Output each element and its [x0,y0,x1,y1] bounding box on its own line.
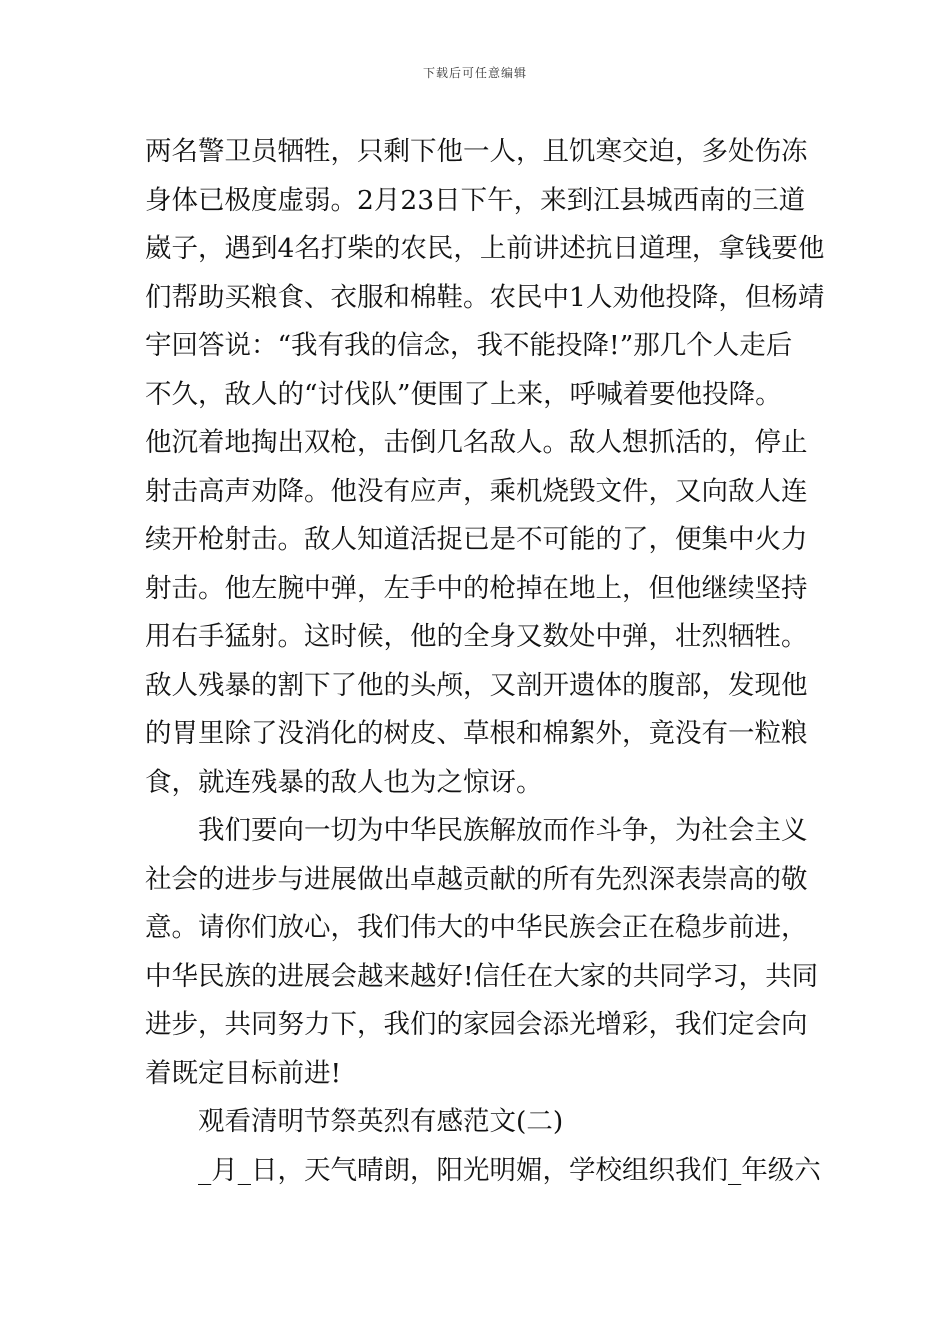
text-line: 用右手猛射。这时候，他的全身又数处中弹，壮烈牺牲。 [145,621,808,652]
text-line: 中华民族的进展会越来越好!信任在大家的共同学习，共同 [145,960,819,992]
text-line: 我们要向一切为中华民族解放而作斗争，为社会主义 [198,815,808,846]
text-line: 两名警卫员牺牲，只剩下他一人，且饥寒交迫，多处伤冻 [145,136,808,167]
text-line: 着既定目标前进! [145,1057,342,1089]
text-line: 射击高声劝降。他没有应声，乘机烧毁文件，又向敌人连 [145,475,808,507]
text-line: 敌人残暴的割下了他的头颅，又剖开遗体的腹部，发现他 [145,669,808,701]
section-heading [145,1098,810,1147]
text-line: 社会的进步与进展做出卓越贡献的所有先烈深表崇高的敬 [145,863,808,895]
text-line: 崴子，遇到4名打柴的农民，上前讲述抗日道理，拿钱要他 [145,233,825,264]
text-line: 续开枪射击。敌人知道活捉已是不可能的了，便集中火力 [145,524,808,555]
paragraph [145,807,819,1098]
document-body [145,128,825,1195]
text-line: 食，就连残暴的敌人也为之惊讶。 [145,766,543,798]
paragraph [145,128,825,807]
heading-line: 观看清明节祭英烈有感范文(二) [198,1106,564,1137]
page-header: 下载后可任意编辑 [422,66,527,80]
text-line: 意。请你们放心，我们伟大的中华民族会正在稳步前进， [145,912,808,943]
text-line: 他沉着地掏出双枪，击倒几名敌人。敌人想抓活的，停止 [145,427,808,458]
text-line: 射击。他左腕中弹，左手中的枪掉在地上，但他继续坚持 [145,572,808,604]
paragraph [145,1147,821,1196]
text-line: _月_日，天气晴朗，阳光明媚，学校组织我们_年级六 [198,1154,821,1186]
text-line: 不久，敌人的“讨伐队”便围了上来，呼喊着要他投降。 [145,378,782,410]
text-line: 宇回答说：“我有我的信念，我不能投降!”那几个人走后 [145,330,793,361]
text-line: 们帮助买粮食、衣服和棉鞋。农民中1人劝他投降，但杨靖 [145,281,825,313]
text-line: 的胃里除了没消化的树皮、草根和棉絮外，竟没有一粒粮 [145,718,808,749]
text-line: 进步，共同努力下，我们的家园会添光增彩，我们定会向 [145,1009,808,1040]
text-line: 身体已极度虚弱。2月23日下午，来到江县城西南的三道 [145,184,806,216]
